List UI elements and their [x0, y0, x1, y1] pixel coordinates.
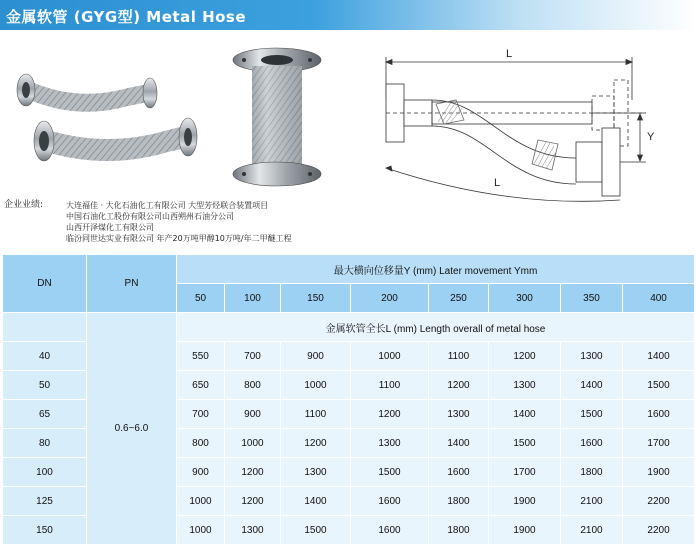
length-cell: 1300: [351, 429, 429, 458]
length-cell: 1500: [281, 516, 351, 545]
dn-cell: 125: [3, 487, 87, 516]
dn-cell: 150: [3, 516, 87, 545]
dn-cell: 100: [3, 458, 87, 487]
offset-label: Y: [647, 131, 655, 143]
length-cell: 1900: [489, 516, 561, 545]
length-cell: 1000: [351, 342, 429, 371]
length-cell: 1100: [351, 371, 429, 400]
length-cell: 1100: [281, 400, 351, 429]
length-cell: 650: [177, 371, 225, 400]
length-cell: 1200: [429, 371, 489, 400]
length-cell: 1900: [623, 458, 695, 487]
length-cell: 1300: [429, 400, 489, 429]
length-cell: 1800: [561, 458, 623, 487]
length-cell: 1300: [281, 458, 351, 487]
applications-label: 企业业绩:: [4, 200, 44, 210]
dn-header: DN: [3, 255, 87, 313]
length-cell: 1400: [623, 342, 695, 371]
length-cell: 1600: [623, 400, 695, 429]
length-cell: 1900: [489, 487, 561, 516]
length-cell: 900: [225, 400, 281, 429]
length-cell: 1300: [225, 516, 281, 545]
length-cell: 1000: [225, 429, 281, 458]
length-cell: 1200: [281, 429, 351, 458]
length-label-deflected: L: [494, 177, 501, 189]
length-cell: 1200: [351, 400, 429, 429]
length-cell: 1600: [351, 516, 429, 545]
length-cell: 2100: [561, 516, 623, 545]
length-cell: 1100: [429, 342, 489, 371]
length-cell: 1600: [561, 429, 623, 458]
application-line: 临汾同世达实业有限公司 年产20万吨甲醇10万吨/年二甲醚工程: [66, 234, 292, 243]
length-cell: 2100: [561, 487, 623, 516]
length-cell: 1600: [429, 458, 489, 487]
y-value-header: 400: [623, 284, 695, 313]
pn-header: PN: [87, 255, 177, 313]
y-value-header: 100: [225, 284, 281, 313]
length-cell: 2200: [623, 516, 695, 545]
y-value-header: 300: [489, 284, 561, 313]
length-cell: 1200: [225, 487, 281, 516]
dn-cell: 80: [3, 429, 87, 458]
dn-cell: 40: [3, 342, 87, 371]
length-cell: 550: [177, 342, 225, 371]
dn-cell: 65: [3, 400, 87, 429]
length-cell: 1300: [561, 342, 623, 371]
application-line: 中国石油化工股份有限公司山西朔州石油分公司: [66, 212, 234, 221]
movement-header: 最大横向位移量Y (mm) Later movement Ymm: [177, 255, 695, 284]
length-cell: 1000: [177, 487, 225, 516]
page-title: 金属软管 (GYG型) Metal Hose: [6, 8, 247, 26]
length-cell: 1300: [489, 371, 561, 400]
length-cell: 1700: [489, 458, 561, 487]
length-label: L: [506, 48, 513, 60]
length-cell: 700: [225, 342, 281, 371]
technical-diagram: [366, 40, 656, 215]
length-cell: 1700: [623, 429, 695, 458]
application-line: 大连福佳 · 大化石油化工有限公司 大型芳烃联合装置项目: [66, 201, 269, 210]
length-cell: 1400: [429, 429, 489, 458]
application-line: 山西开泽煤化工有限公司: [66, 223, 154, 232]
length-cell: 900: [281, 342, 351, 371]
title-bar: [0, 0, 696, 30]
length-header: 金属软管全长L (mm) Length overall of metal hose: [177, 313, 695, 342]
dn-cell: 50: [3, 371, 87, 400]
y-value-header: 350: [561, 284, 623, 313]
length-cell: 1400: [489, 400, 561, 429]
hose-photo-flanged-pair: [8, 44, 208, 194]
spec-table: [2, 254, 695, 545]
length-cell: 1400: [561, 371, 623, 400]
hose-photo-upright: [222, 44, 332, 192]
length-cell: 1500: [561, 400, 623, 429]
length-cell: 1500: [623, 371, 695, 400]
length-cell: 1000: [281, 371, 351, 400]
y-value-header: 250: [429, 284, 489, 313]
length-cell: 700: [177, 400, 225, 429]
y-value-header: 50: [177, 284, 225, 313]
length-cell: 1200: [225, 458, 281, 487]
length-cell: 1500: [489, 429, 561, 458]
length-cell: 800: [225, 371, 281, 400]
length-cell: 1200: [489, 342, 561, 371]
length-cell: 1800: [429, 487, 489, 516]
length-cell: 1400: [281, 487, 351, 516]
y-value-header: 150: [281, 284, 351, 313]
length-cell: 1500: [351, 458, 429, 487]
length-cell: 1600: [351, 487, 429, 516]
length-cell: 2200: [623, 487, 695, 516]
length-cell: 900: [177, 458, 225, 487]
y-value-header: 200: [351, 284, 429, 313]
length-cell: 1000: [177, 516, 225, 545]
length-cell: 800: [177, 429, 225, 458]
pn-value: 0.6~6.0: [87, 313, 177, 545]
length-cell: 1800: [429, 516, 489, 545]
